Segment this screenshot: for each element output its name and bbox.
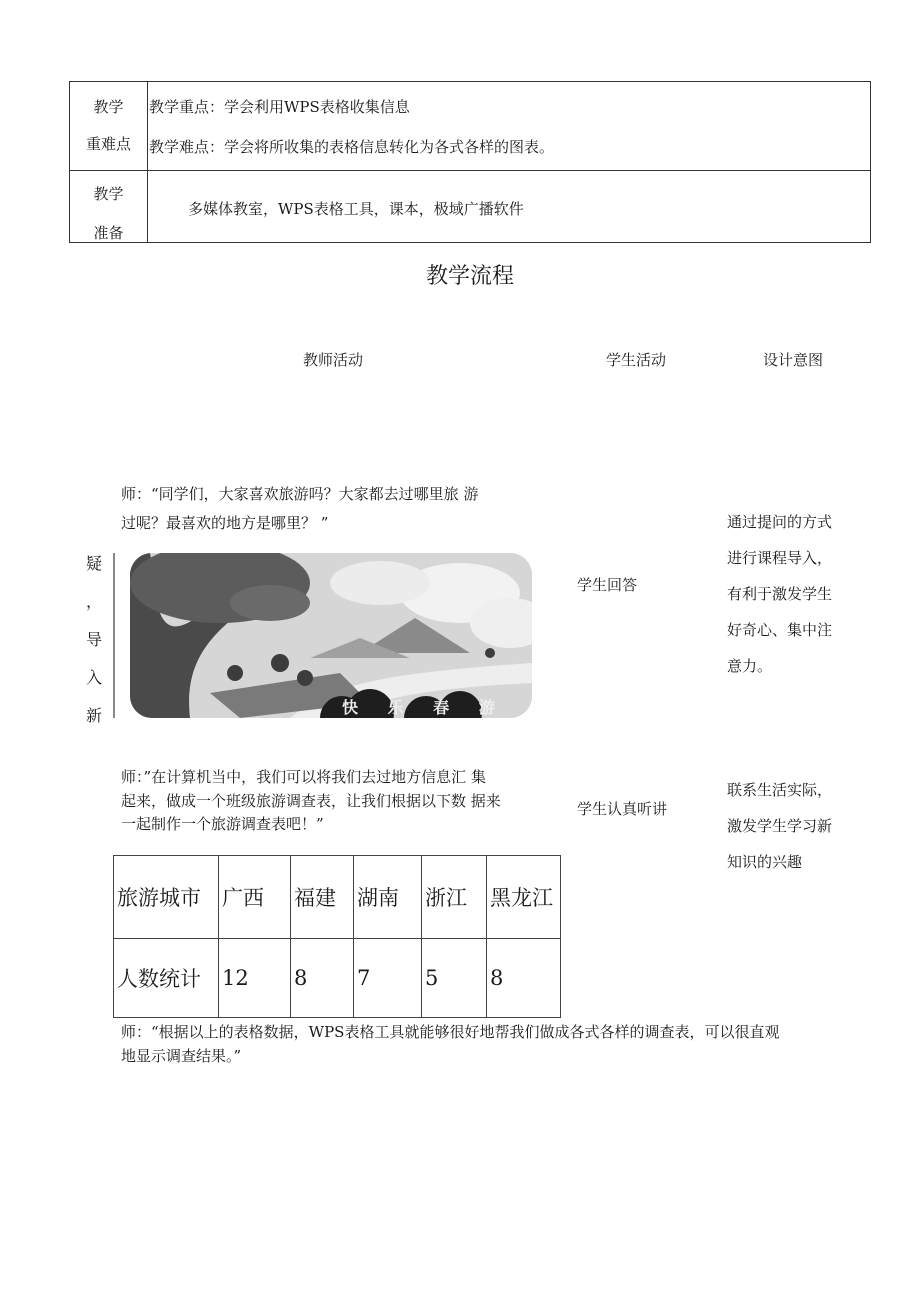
closing-line1: 师：“根据以上的表格数据，WPS表格工具就能够很好地帮我们做成各式各样的调查表，可以很直观 [121, 1023, 780, 1041]
label-line: 教学 [93, 185, 124, 203]
stage-char: 疑 [85, 554, 102, 573]
teacher-question-line2: 过呢？最喜欢的地方是哪里？ ” [121, 514, 329, 532]
table-row [114, 856, 561, 939]
student-answer: 学生回答 [577, 576, 638, 594]
landscape-image [130, 553, 532, 718]
header-student-activity: 学生活动 [606, 351, 667, 369]
label-line: 准备 [93, 224, 124, 242]
table-row [114, 939, 561, 1018]
stage-char: 新 [85, 706, 102, 725]
table-cell-city: 浙江 [422, 856, 487, 939]
intent-line: 进行课程导入， [727, 549, 833, 567]
intent-line: 通过提问的方式 [727, 513, 833, 531]
info-label-preparation [70, 171, 148, 243]
intent-line: 好奇心、集中注 [727, 621, 833, 639]
table-header-label: 旅游城市 [114, 856, 219, 939]
illustration-caption: 快 乐 春 游 [342, 698, 507, 717]
info-table [69, 81, 871, 243]
stage-char: 导 [85, 630, 102, 649]
header-teacher-activity: 教师活动 [303, 351, 364, 369]
info-label-key-points [70, 82, 148, 170]
table-cell-city: 黑龙江 [487, 856, 561, 939]
illustration-divider [113, 553, 115, 718]
table-cell-city: 湖南 [354, 856, 422, 939]
intent-line: 意力。 [727, 657, 773, 675]
travel-survey-table [113, 855, 561, 1018]
header-design-intent: 设计意图 [763, 351, 824, 369]
intent-1 [727, 504, 832, 684]
intent-line: 联系生活实际， [727, 781, 833, 799]
intent-line: 激发学生学习新 [727, 817, 833, 835]
teacher-intro-line3: 一起制作一个旅游调查表吧！” [121, 815, 324, 833]
preparation-text: 多媒体教室，WPS表格工具，课本，极域广播软件 [188, 200, 524, 218]
table-cell-count: 8 [487, 939, 561, 1018]
label-line: 教学 [93, 98, 124, 116]
student-listen: 学生认真听讲 [577, 800, 668, 818]
table-cell-city: 福建 [291, 856, 354, 939]
label-line: 重难点 [85, 135, 131, 153]
stage-char: 入 [85, 668, 102, 687]
spring-outing-illustration [130, 553, 532, 718]
info-row-preparation [70, 171, 870, 243]
intent-line: 有利于激发学生 [727, 585, 833, 603]
flow-title: 教学流程 [425, 264, 514, 289]
table-cell-count: 8 [291, 939, 354, 1018]
teacher-intro-line1: 师：”在计算机当中，我们可以将我们去过地方信息汇 集 [121, 768, 486, 786]
teacher-intro-line2: 起来，做成一个班级旅游调查表，让我们根据以下数 据来 [121, 792, 501, 810]
teacher-question-line1: 师：“同学们，大家喜欢旅游吗？大家都去过哪里旅 游 [121, 485, 479, 503]
difficult-point-text: 教学难点：学会将所收集的表格信息转化为各式各样的图表。 [149, 138, 555, 156]
intent-line: 知识的兴趣 [727, 853, 803, 871]
key-point-text: 教学重点：学会利用WPS表格收集信息 [149, 98, 410, 116]
info-row-key-points [70, 82, 870, 171]
table-cell-count: 5 [422, 939, 487, 1018]
table-cell-count: 12 [219, 939, 291, 1018]
stage-label-vertical [80, 545, 108, 735]
table-cell-city: 广西 [219, 856, 291, 939]
intent-2 [727, 772, 832, 880]
stage-char: ， [85, 592, 102, 611]
table-row-label: 人数统计 [114, 939, 219, 1018]
closing-line2: 地显示调查结果。” [121, 1047, 242, 1065]
table-cell-count: 7 [354, 939, 422, 1018]
